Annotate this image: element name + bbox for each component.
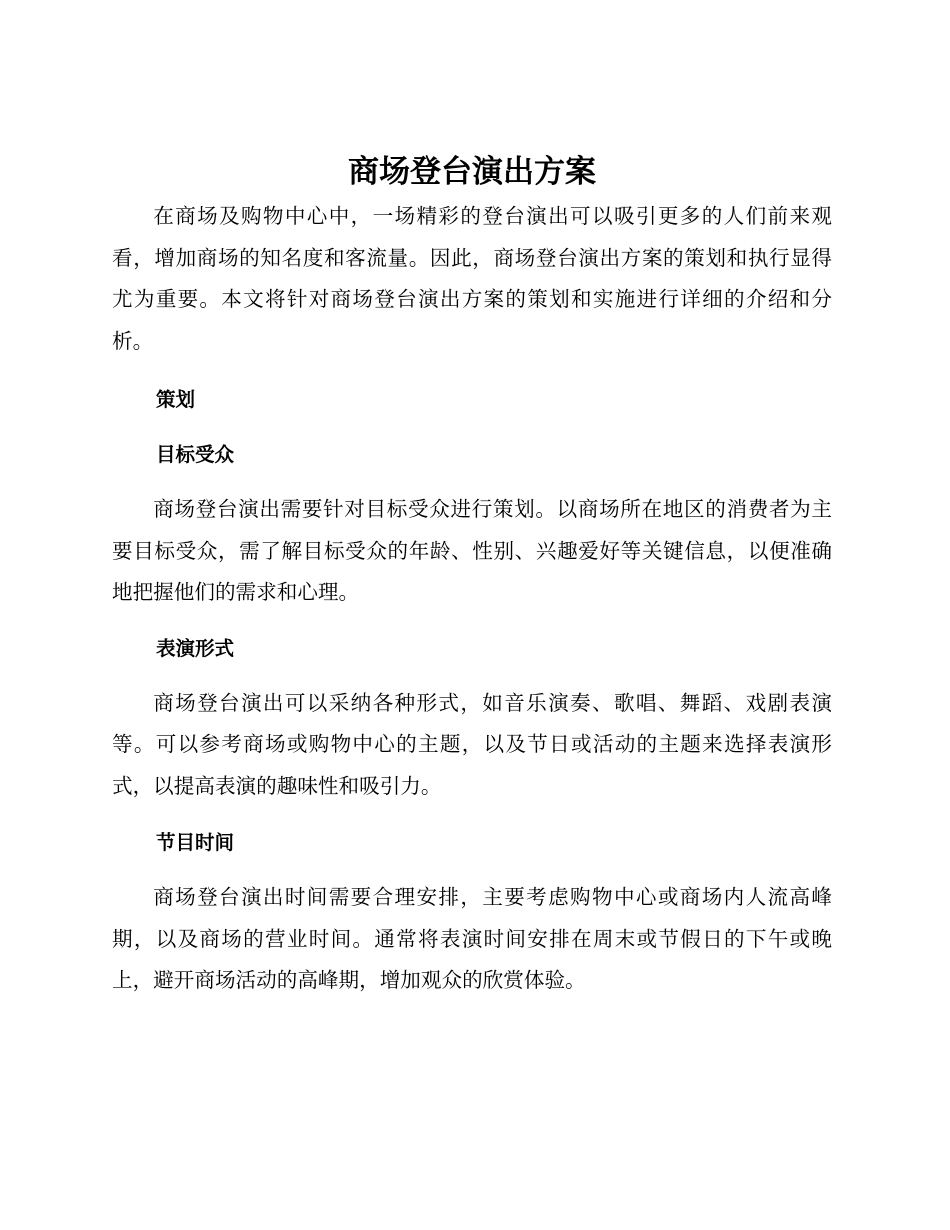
target-audience-paragraph: 商场登台演出需要针对目标受众进行策划。以商场所在地区的消费者为主要目标受众，需了解目标受众的年龄、性别、兴趣爱好等关键信息，以便准确地把握他们的需求和心理。 xyxy=(112,497,832,604)
section-heading-program-time: 节目时间 xyxy=(156,831,235,854)
document-title: 商场登台演出方案 xyxy=(348,154,596,190)
section-heading-planning: 策划 xyxy=(156,388,196,411)
section-heading-target-audience: 目标受众 xyxy=(156,443,235,466)
performance-form-paragraph: 商场登台演出可以采纳各种形式，如音乐演奏、歌唱、舞蹈、戏剧表演等。可以参考商场或购物中心的主题，以及节日或活动的主题来选择表演形式，以提高表演的趣味性和吸引力。 xyxy=(112,690,832,798)
document-body xyxy=(112,148,832,1002)
intro-paragraph: 在商场及购物中心中，一场精彩的登台演出可以吸引更多的人们前来观看，增加商场的知名度和客流量。因此，商场登台演出方案的策划和执行显得尤为重要。本文将针对商场登台演出方案的策划和实施进行详细的介绍和分析。 xyxy=(112,204,832,353)
program-time-paragraph: 商场登台演出时间需要合理安排，主要考虑购物中心或商场内人流高峰期，以及商场的营业时间。通常将表演时间安排在周末或节假日的下午或晚上，避开商场活动的高峰期，增加观众的欣赏体验。 xyxy=(112,885,832,992)
section-heading-performance-form: 表演形式 xyxy=(156,636,235,660)
